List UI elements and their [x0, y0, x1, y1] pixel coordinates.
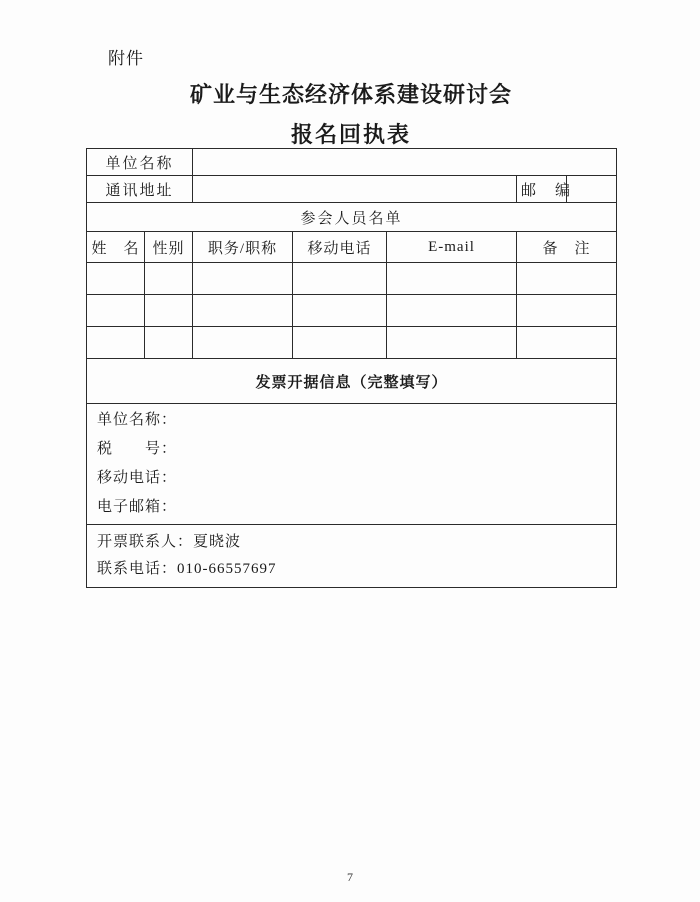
attendees-section-title: 参会人员名单	[87, 203, 617, 232]
cell-remark[interactable]	[517, 263, 617, 295]
row-invoice-title	[87, 359, 617, 404]
row-unit-name	[87, 149, 617, 176]
cell-remark[interactable]	[517, 327, 617, 359]
cell-gender[interactable]	[145, 263, 193, 295]
unit-name-label: 单位名称	[87, 149, 193, 176]
invoice-field-mobile[interactable]: 移动电话：	[97, 470, 178, 486]
cell-gender[interactable]	[145, 327, 193, 359]
table-row	[87, 295, 617, 327]
invoice-section-title: 发票开据信息（完整填写）	[87, 359, 617, 404]
table-row	[87, 263, 617, 295]
unit-name-input[interactable]	[193, 149, 617, 176]
cell-name[interactable]	[87, 295, 145, 327]
cell-name[interactable]	[87, 263, 145, 295]
cell-mobile[interactable]	[293, 295, 387, 327]
invoice-fields-block	[87, 404, 617, 525]
cell-mobile[interactable]	[293, 263, 387, 295]
registration-form-table	[86, 148, 617, 588]
row-invoice-fields	[87, 404, 617, 525]
address-input[interactable]	[193, 176, 517, 203]
column-header-gender: 性别	[145, 232, 193, 263]
row-attendees-title	[87, 203, 617, 232]
invoice-field-tax-number[interactable]: 税 号：	[97, 441, 178, 457]
column-header-email: E-mail	[387, 232, 517, 263]
cell-email[interactable]	[387, 327, 517, 359]
page-title: 矿业与生态经济体系建设研讨会	[189, 82, 512, 107]
contact-person-line: 开票联系人：夏晓波	[97, 534, 242, 550]
cell-gender[interactable]	[145, 295, 193, 327]
cell-position[interactable]	[193, 263, 293, 295]
invoice-field-email[interactable]: 电子邮箱：	[97, 499, 178, 515]
page-number: 7	[347, 870, 353, 884]
cell-remark[interactable]	[517, 295, 617, 327]
cell-name[interactable]	[87, 327, 145, 359]
column-header-mobile: 移动电话	[293, 232, 387, 263]
postcode-label: 邮 编	[517, 176, 567, 203]
attachment-label: 附件	[108, 49, 144, 68]
cell-mobile[interactable]	[293, 327, 387, 359]
cell-email[interactable]	[387, 263, 517, 295]
contact-phone-line: 联系电话：010-66557697	[97, 561, 277, 577]
column-header-position: 职务/职称	[193, 232, 293, 263]
table-row	[87, 327, 617, 359]
row-address	[87, 176, 617, 203]
cell-position[interactable]	[193, 327, 293, 359]
page-subtitle: 报名回执表	[290, 122, 411, 147]
row-attendee-headers	[87, 232, 617, 263]
column-header-name: 姓 名	[87, 232, 145, 263]
column-header-remark: 备 注	[517, 232, 617, 263]
invoice-field-unit-name[interactable]: 单位名称：	[97, 412, 178, 428]
cell-position[interactable]	[193, 295, 293, 327]
cell-email[interactable]	[387, 295, 517, 327]
row-contact	[87, 525, 617, 588]
contact-block	[87, 525, 617, 588]
address-label: 通讯地址	[87, 176, 193, 203]
postcode-input[interactable]	[567, 176, 617, 203]
